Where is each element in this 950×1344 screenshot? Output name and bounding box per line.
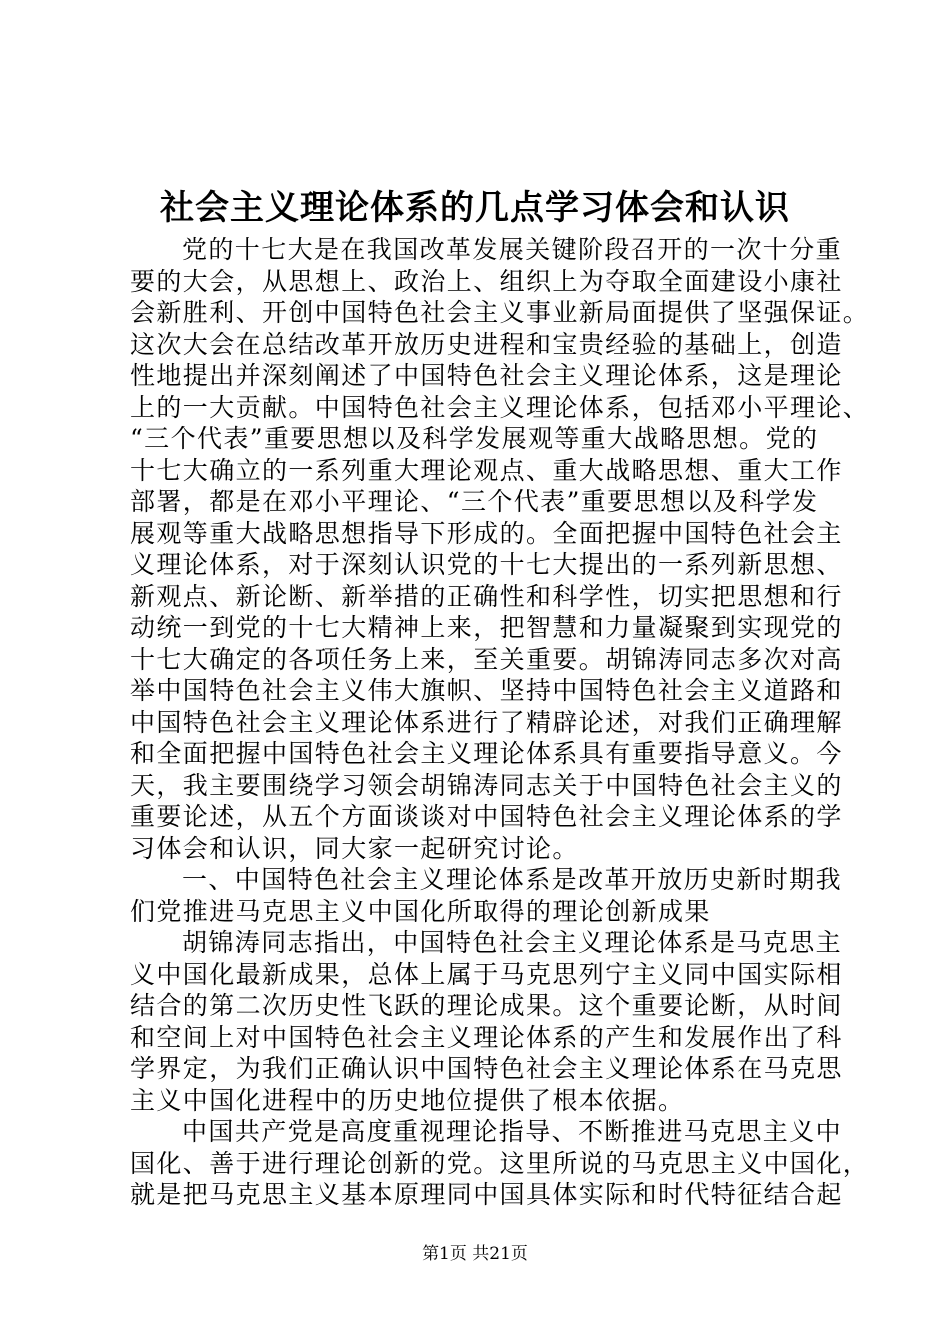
paragraph-line: 们党推进马克思主义中国化所取得的理论创新成果 [130, 896, 711, 926]
paragraph-line: 党的十七大是在我国改革发展关键阶段召开的一次十分重 [182, 235, 843, 264]
paragraph-line: 习体会和认识，同大家一起研究讨论。 [130, 833, 579, 863]
paragraph-line: 中国共产党是高度重视理论指导、不断推进马克思主义中 [182, 1117, 843, 1146]
document-body [130, 234, 870, 1211]
paragraph-line: 结合的第二次历史性飞跃的理论成果。这个重要论断，从时间 [130, 991, 843, 1020]
paragraph-line: 十七大确立的一系列重大理论观点、重大战略思想、重大工作 [130, 455, 843, 485]
paragraph-line: 这次大会在总结改革开放历史进程和宝贵经验的基础上，创造 [130, 329, 843, 359]
paragraph [130, 234, 870, 864]
paragraph-line: 就是把马克思主义基本原理同中国具体实际和时代特征结合起 [130, 1180, 843, 1209]
paragraph-line: 部署，都是在邓小平理论、“三个代表”重要思想以及科学发 [130, 487, 819, 516]
paragraph-line: “三个代表”重要思想以及科学发展观等重大战略思想。党的 [130, 424, 819, 453]
paragraph-line: 中国特色社会主义理论体系进行了精辟论述，对我们正确理解 [130, 707, 843, 737]
paragraph-line: 国化、善于进行理论创新的党。这里所说的马克思主义中国化， [130, 1148, 870, 1178]
paragraph-line: 胡锦涛同志指出，中国特色社会主义理论体系是马克思主 [182, 928, 843, 957]
paragraph-line: 性地提出并深刻阐述了中国特色社会主义理论体系，这是理论 [130, 361, 843, 390]
paragraph-line: 主义中国化进程中的历史地位提供了根本依据。 [130, 1085, 685, 1115]
paragraph-line: 重要论述，从五个方面谈谈对中国特色社会主义理论体系的学 [130, 802, 843, 831]
paragraph-line: 新观点、新论断、新举措的正确性和科学性，切实把思想和行 [130, 581, 843, 611]
paragraph-line: 动统一到党的十七大精神上来，把智慧和力量凝聚到实现党的 [130, 613, 843, 642]
paragraph-line: 天，我主要围绕学习领会胡锦涛同志关于中国特色社会主义的 [130, 770, 843, 800]
document-title: 社会主义理论体系的几点学习体会和认识 [160, 188, 790, 228]
paragraph-line: 展观等重大战略思想指导下形成的。全面把握中国特色社会主 [130, 518, 843, 548]
page-footer: 第1页 共21页 [422, 1244, 528, 1264]
paragraph-line: 举中国特色社会主义伟大旗帜、坚持中国特色社会主义道路和 [130, 676, 843, 705]
paragraph-line: 会新胜利、开创中国特色社会主义事业新局面提供了坚强保证。 [130, 298, 870, 327]
paragraph-line: 上的一大贡献。中国特色社会主义理论体系，包括邓小平理论、 [130, 392, 870, 422]
paragraph-line: 要的大会，从思想上、政治上、组织上为夺取全面建设小康社 [130, 266, 843, 296]
paragraph-line: 十七大确定的各项任务上来，至关重要。胡锦涛同志多次对高 [130, 644, 843, 674]
paragraph-line: 一、中国特色社会主义理论体系是改革开放历史新时期我 [182, 865, 843, 894]
paragraph [130, 927, 843, 1116]
paragraph-line: 义理论体系，对于深刻认识党的十七大提出的一系列新思想、 [130, 550, 843, 579]
paragraph [130, 864, 843, 927]
paragraph-line: 学界定，为我们正确认识中国特色社会主义理论体系在马克思 [130, 1054, 843, 1083]
paragraph [130, 1116, 870, 1211]
paragraph-line: 和全面把握中国特色社会主义理论体系具有重要指导意义。今 [130, 739, 843, 768]
paragraph-line: 义中国化最新成果，总体上属于马克思列宁主义同中国实际相 [130, 959, 843, 989]
paragraph-line: 和空间上对中国特色社会主义理论体系的产生和发展作出了科 [130, 1022, 843, 1052]
